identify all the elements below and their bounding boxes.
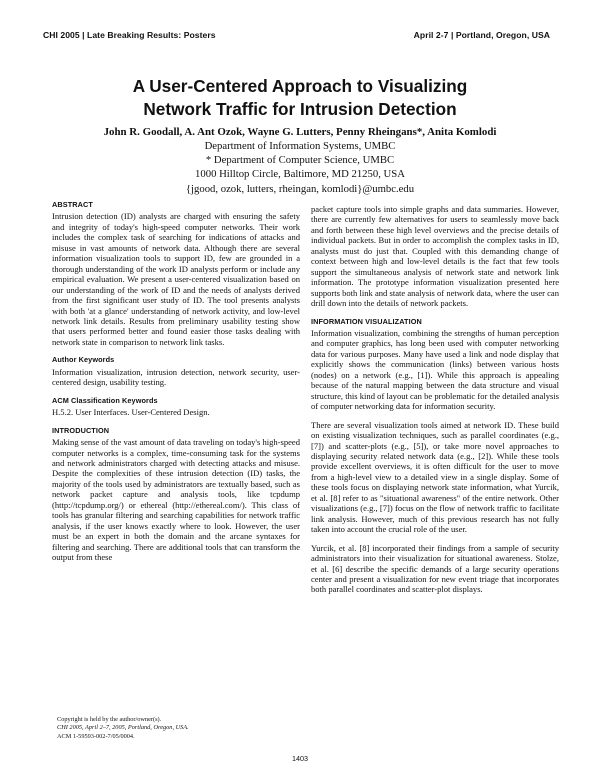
copyright-line-3: ACM 1-59593-002-7/05/0004.: [57, 732, 135, 740]
running-header-left: CHI 2005 | Late Breaking Results: Posters: [43, 30, 216, 40]
author-list: John R. Goodall, A. Ant Ozok, Wayne G. Lutters, Penny Rheingans*, Anita Komlodi: [103, 126, 497, 138]
copyright-block: [57, 716, 297, 741]
introduction-heading: INTRODUCTION: [52, 425, 110, 435]
acm-text: H.5.2. User Interfaces. User-Centered Design.: [52, 407, 210, 418]
copyright-line-2: CHI 2005, April 2–7, 2005, Portland, Oregon, USA.: [57, 724, 189, 732]
intro-continued-text: packet capture tools into simple graphs and data summaries. However, there are currently few alternatives for users to seamlessly move back and forth between these high level overviews and the precise details of individual packets. But in order to accomplish the complex tasks in ID, analysts must do just that. Coupled with this demanding change of context between high and low-level details is the fact that few tools support the simultaneous analysis of network state and network link information. The prototype information visualization presented here supports both link and state analysis of network data, where the user can drill down into the details of network packets.: [311, 204, 559, 309]
keywords-text: Information visualization, intrusion detection, network security, user-centered design, usability testing.: [52, 366, 300, 388]
affiliation-line-2: * Department of Computer Science, UMBC: [205, 154, 395, 167]
page-number: 1403: [292, 754, 308, 763]
abstract-text: Intrusion detection (ID) analysts are charged with ensuring the safety and integrity of today's high-speed computer networks. Their work includes the complex task of searching for indications of attacks and misuse in vast amounts of network data. Although there are several information visualization tools to support ID, few are grounded in a thorough understanding of the work ID analysts perform or include any empirical evaluation. We present a user-centered visualization based on our understanding of the work of ID and the needs of analysts derived from the first significant user study of ID. The tool presents analysts with both 'at a glance' understanding of network activity, and low-level network link details. Results from preliminary usability testing show that users performed better and found easier those tasks dealing with network state in comparison to network link tasks.: [52, 211, 300, 347]
affiliation-line-1: Department of Information Systems, UMBC: [204, 140, 396, 152]
copyright-line-1: Copyright is held by the author/owner(s).: [57, 716, 162, 723]
acm-heading: ACM Classification Keywords: [52, 395, 158, 405]
title-line-1: A User-Centered Approach to Visualizing: [132, 76, 468, 96]
infovis-paragraph-2: There are several visualization tools aimed at network ID. These build on existing visualization techniques, such as parallel coordinates (e.g., [7]) and scatter-plots (e.g., [5]), or take more novel approaches to displaying security related network data (e.g., [2]). While these tools provide excellent overviews, it is often difficult for the user to move from a high-level view to a detailed view in a single display. Some of these tools focus on displaying network state information, what Yurcik, et al. [8] refer to as "situational awareness" of the entire network. Other visualizations (e.g., [7]) focus on the flow of network traffic to facilitate link analysis. However, much of this previous research has not fully taken into account the crucial role of the user.: [311, 419, 559, 535]
abstract-heading: ABSTRACT: [52, 200, 93, 209]
right-column: [311, 204, 559, 595]
title-line-2: Network Traffic for Intrusion Detection: [143, 99, 457, 119]
infovis-paragraph-3: Yurcik, et al. [8] incorporated their findings from a sample of security administrators into their visualization for situational awareness. Stolze, et al. [6] describe the specific demands of a large security operations center and present a visualization for new event triage that incorporates both parallel coordinates and scatter-plot displays.: [311, 542, 559, 595]
introduction-text: Making sense of the vast amount of data traveling on today's high-speed computer networks is a complex, time-consuming task for the systems and network administrators charged with detecting attacks and misuse. Despite the complexities of these intrusion detection (ID) tasks, the majority of the tools used by administrators are textually based, such as network packet capture and analysis tools, like tcpdump (http://tcpdump.org/) or ethereal (http://ethereal.com/). This class of tools has granular filtering and searching capabilities for network traffic analysis, if the user knows exactly where to look. However, the user must be an expert in both the domain and the arcane syntaxes for filtering and searching. There are additional tools that can transform the output from these: [52, 437, 300, 563]
affiliation-line-3: 1000 Hilltop Circle, Baltimore, MD 21250, USA: [195, 168, 405, 181]
affiliation-block: [40, 139, 560, 196]
infovis-heading: INFORMATION VISUALIZATION: [311, 316, 422, 326]
keywords-heading: Author Keywords: [52, 355, 115, 365]
left-column: [52, 200, 300, 563]
running-header-right: April 2-7 | Portland, Oregon, USA: [413, 30, 550, 40]
infovis-paragraph-1: Information visualization, combining the strengths of human perception and computer graphics, has long been used with computer networking data for various purposes. Many have used a link and node display that explicitly shows the communication (links) between various hosts (nodes) on a network (e.g., [1]). While this approach is appealing because of the natural mapping between the data structure and visual structure, this kind of layout can be problematic for the detailed analysis of computer networking data for information security.: [311, 327, 559, 412]
paper-title: [40, 75, 560, 121]
affiliation-emails: {jgood, ozok, lutters, rheingan, komlodi}@umbc.edu: [185, 182, 415, 195]
